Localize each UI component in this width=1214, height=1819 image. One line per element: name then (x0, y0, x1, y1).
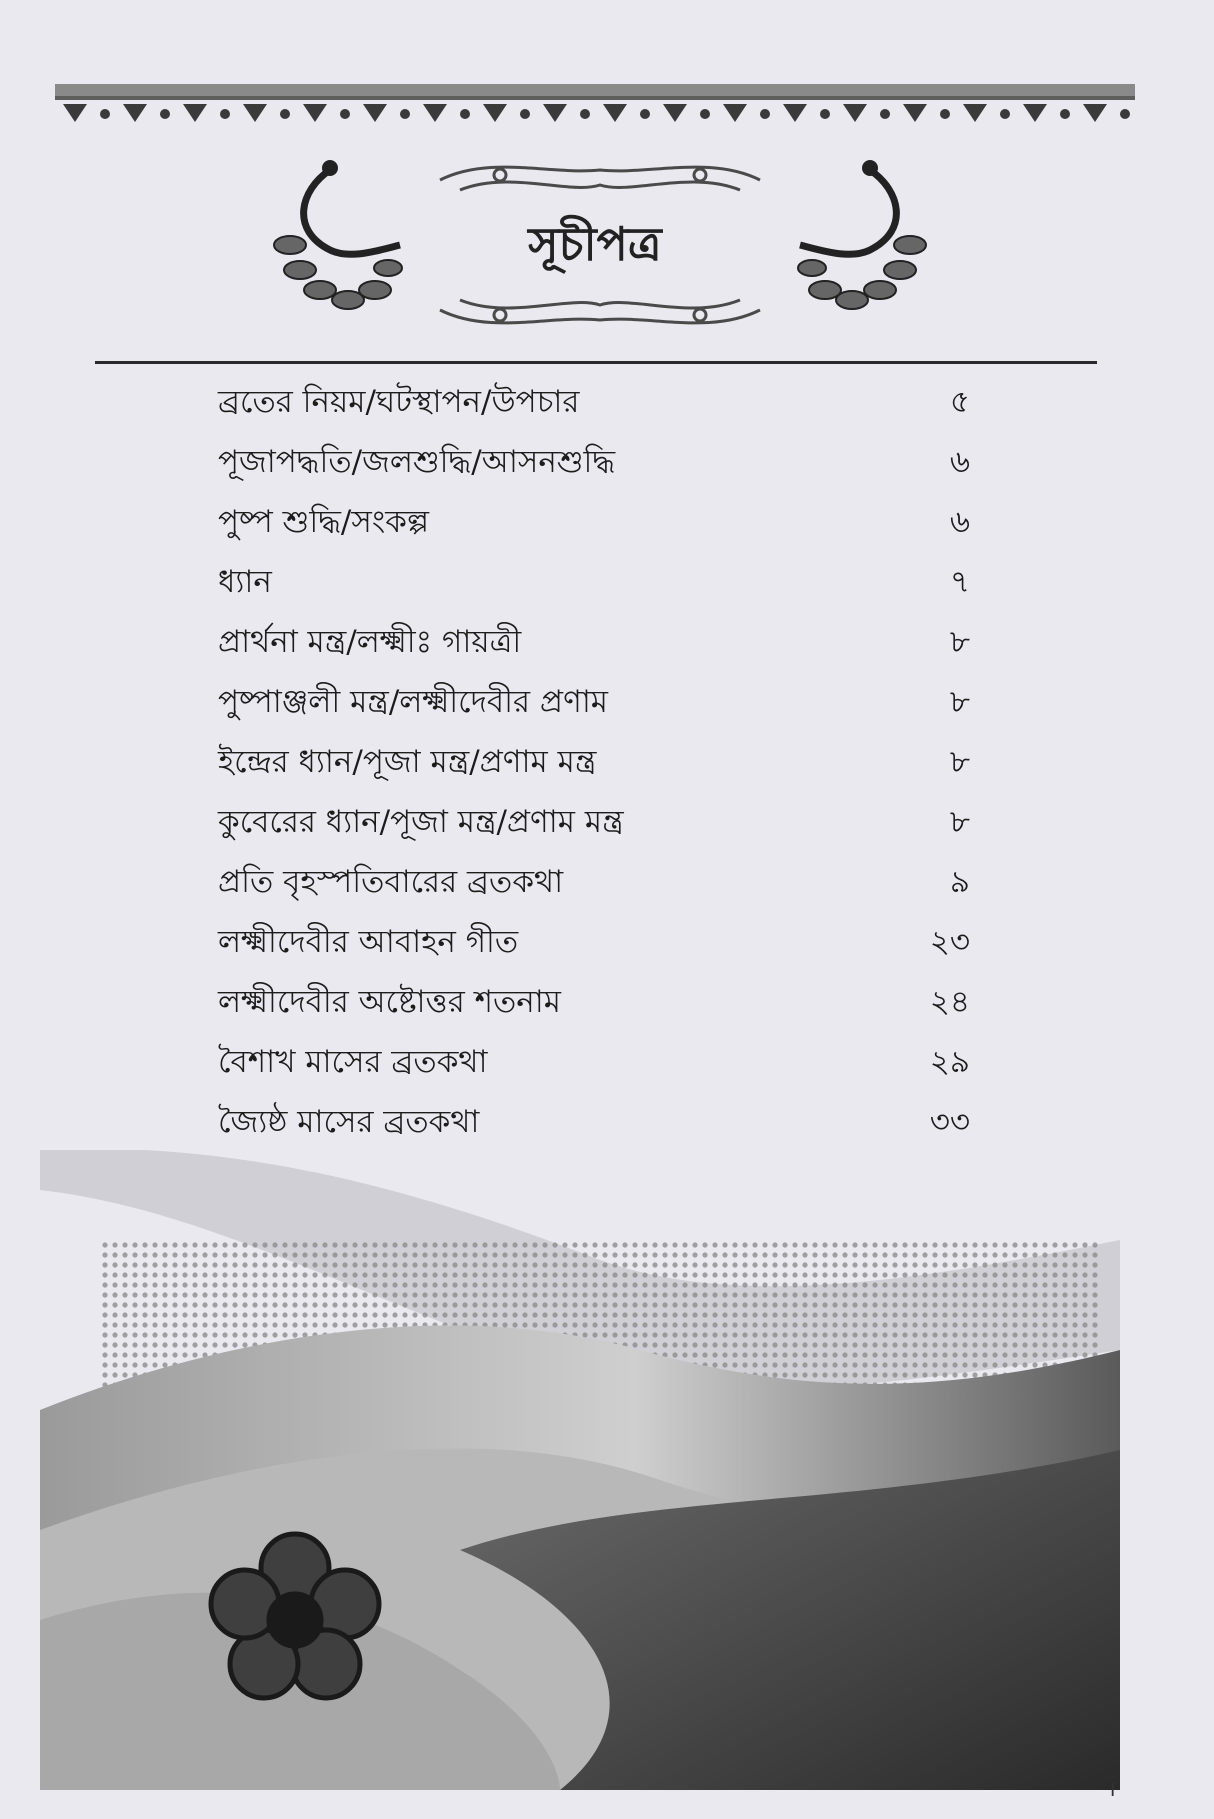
toc-entry-title: জ্যৈষ্ঠ মাসের ব্রতকথা (218, 1104, 480, 1140)
toc-entry (200, 912, 980, 972)
page-title: সূচীপত্র (528, 217, 662, 271)
toc-entry-title: প্রতি বৃহস্পতিবারের ব্রতকথা (218, 864, 564, 900)
toc-entry-page: ২৪ (929, 984, 970, 1020)
toc-entry-title: ইন্দ্রের ধ্যান/পূজা মন্ত্র/প্রণাম মন্ত্র (218, 744, 597, 780)
toc-entry-page: ৯ (949, 864, 970, 900)
toc-entry (200, 972, 980, 1032)
toc-entry-page: ৭ (949, 564, 970, 600)
toc-entry (200, 492, 980, 552)
toc-entry-page: ২৯ (929, 1044, 970, 1080)
toc-entry-page: ২৩ (929, 924, 970, 960)
toc-entry-title: ব্রতের নিয়ম/ঘটস্থাপন/উপচার (218, 384, 580, 420)
toc-entry (200, 432, 980, 492)
toc-entry-title: পুষ্প শুদ্ধি/সংকল্প (218, 504, 430, 540)
toc-entry-page: ৫ (949, 384, 970, 420)
toc-entry (200, 852, 980, 912)
toc-entry (200, 372, 980, 432)
toc-entry-page: ৩৩ (929, 1104, 970, 1140)
toc-entry-title: প্রার্থনা মন্ত্র/লক্ষ্মীঃ গায়ত্রী (218, 624, 522, 660)
toc-entry-page: ৮ (949, 744, 970, 780)
toc-entry (200, 1092, 980, 1152)
toc-entry (200, 552, 980, 612)
toc-entry-title: লক্ষ্মীদেবীর অষ্টোত্তর শতনাম (218, 984, 561, 1020)
toc-entry-title: পূজাপদ্ধতি/জলশুদ্ধি/আসনশুদ্ধি (218, 444, 616, 480)
toc-entry-title: পুষ্পাঞ্জলী মন্ত্র/লক্ষ্মীদেবীর প্রণাম (218, 684, 609, 720)
toc-entry-page: ৮ (949, 624, 970, 660)
toc-entry-page: ৮ (949, 804, 970, 840)
toc-entry-title: ধ্যান (218, 564, 272, 600)
toc-entry-page: ৮ (949, 684, 970, 720)
toc-entry-page: ৬ (949, 444, 970, 480)
page-mark: I (1110, 1780, 1116, 1801)
toc-entry (200, 792, 980, 852)
toc-entry-title: লক্ষ্মীদেবীর আবাহন গীত (218, 924, 519, 960)
toc-entry (200, 672, 980, 732)
toc-entry (200, 612, 980, 672)
toc-entry (200, 732, 980, 792)
toc-entry-page: ৬ (949, 504, 970, 540)
wave-art-icon (40, 1150, 1120, 1790)
toc-entry-title: বৈশাখ মাসের ব্রতকথা (218, 1044, 488, 1080)
toc-entry-title: কুবেরের ধ্যান/পূজা মন্ত্র/প্রণাম মন্ত্র (218, 804, 624, 840)
toc-entry (200, 1032, 980, 1092)
